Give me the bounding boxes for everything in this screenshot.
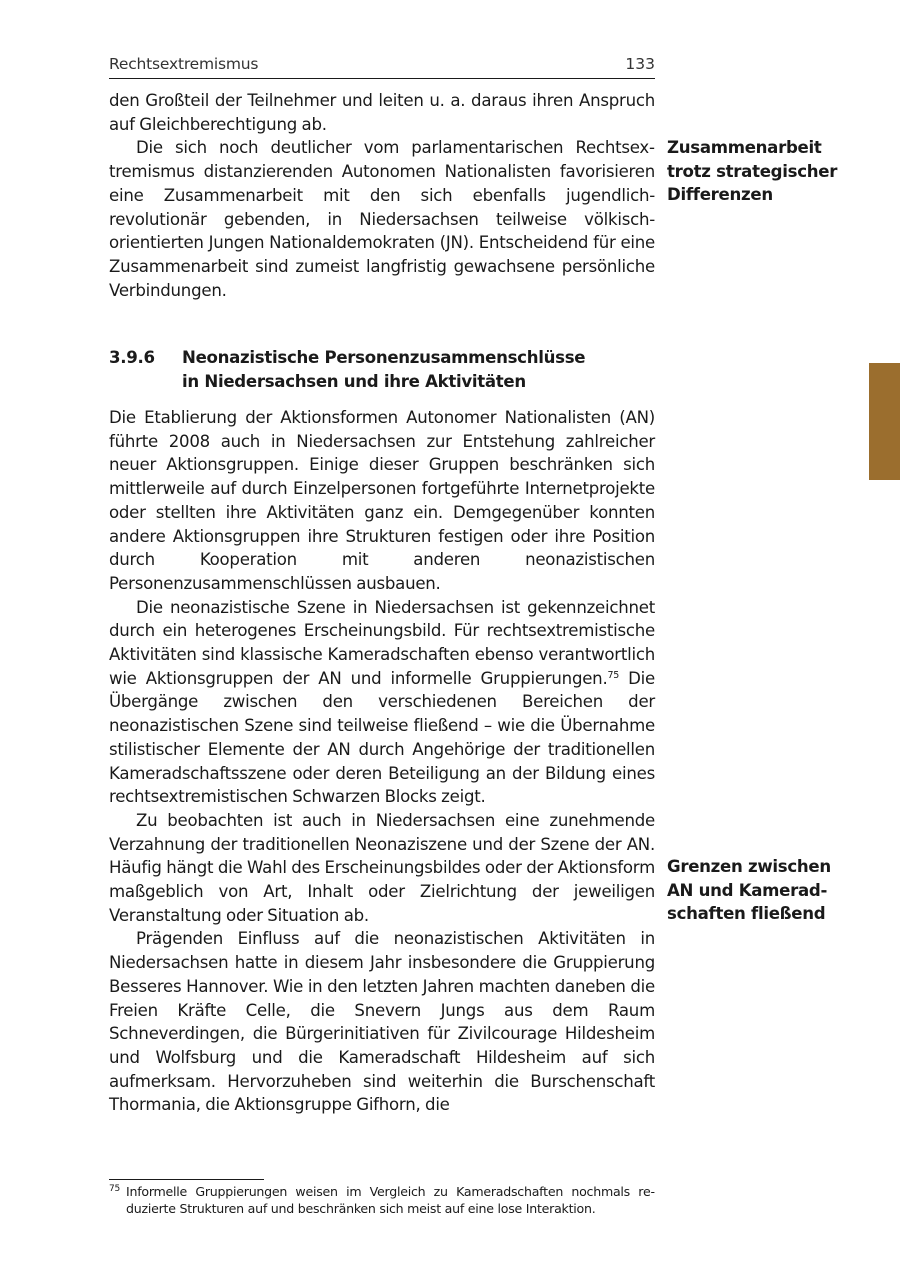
section-title-line: in Niedersachsen und ihre Aktivitäten xyxy=(182,372,526,391)
margin-note-line: AN und Kamerad- xyxy=(667,880,828,900)
section-title-line: Neonazistische Personenzusammenschlüsse xyxy=(182,348,586,367)
footnote-reference: 75 xyxy=(607,669,620,681)
section-paragraph-2 xyxy=(109,596,655,809)
margin-note-line: Differenzen xyxy=(667,185,773,205)
section-paragraph-3: Zu beobachten ist auch in Niedersachsen eine zunehmende Verzahnung der traditionellen Neonaziszene und der Szene der AN. Häufig hängt die Wahl des Erscheinungsbildes oder der Aktionsform maßgeblich von Art, Inhalt oder Zielrichtung der jeweiligen Veranstaltung oder Situation ab. xyxy=(109,810,655,925)
intro-paragraph-2: Die sich noch deutlicher vom parlamentarischen Rechtsextremismus distanzierenden Autonomen Nationalisten favorisieren eine Zusammenarbeit mit den sich ebenfalls jugendlich-revolutionär gebenden, in Niedersachsen teilweise völkisch-orientierten Jungen Nationaldemokraten (JN). Entscheidend für eine Zusammenarbeit sind zumeist langfristig gewachsene persönliche Verbindungen. xyxy=(109,138,655,300)
footnote xyxy=(109,1184,655,1217)
intro-text-block xyxy=(109,89,655,302)
section-paragraph-1: Die Etablierung der Aktionsformen Autonomer Nationalisten (AN) führte 2008 auch in Niedersachsen zur Entstehung zahlreicher neuer Aktionsgruppen. Einige dieser Gruppen beschränken sich mittlerweile auf durch Einzelpersonen fortgeführte Internetprojekte oder stellten ihre Aktivitäten ganz ein. Demgegenüber konnten andere Aktionsgruppen ihre Strukturen festigen oder ihre Position durch Kooperation mit anderen neonazistischen Personenzusammenschlüssen ausbauen. xyxy=(109,408,655,593)
margin-note-boundaries xyxy=(667,855,867,926)
margin-note-line: trotz strategischer xyxy=(667,161,838,181)
section-title xyxy=(182,346,652,394)
margin-note-cooperation xyxy=(667,136,867,207)
margin-note-line: schaften fließend xyxy=(667,904,826,924)
page-number: 133 xyxy=(625,55,655,73)
footnote-divider xyxy=(109,1179,264,1180)
margin-note-line: Zusammenarbeit xyxy=(667,138,822,157)
footnote-text: Informelle Gruppierungen weisen im Vergleich zu Kameradschaften nochmals reduzierte Strukturen auf und beschränken sich meist auf eine lose Interaktion. xyxy=(126,1184,655,1216)
intro-paragraph-1: den Großteil der Teilnehmer und leiten u. a. daraus ihren Anspruch auf Gleichberechtigung ab. xyxy=(109,91,655,134)
section-number: 3.9.6 xyxy=(109,348,155,367)
margin-note-line: Grenzen zwischen xyxy=(667,857,831,876)
chapter-tab xyxy=(869,363,900,480)
running-header xyxy=(109,52,655,79)
section-paragraph-4: Prägenden Einfluss auf die neonazistischen Aktivitäten in Niedersachsen hatte in diesem Jahr insbesondere die Gruppierung Besseres Hannover. Wie in den letzten Jahren machten daneben die Freien Kräfte Celle, die Snevern Jungs aus dem Raum Schneverdingen, die Bürgerinitiativen für Zivilcourage Hildesheim und Wolfsburg und die Kameradschaft Hildesheim auf sich aufmerksam. Hervorzuheben sind weiterhin die Burschenschaft Thormania, die Aktionsgruppe Gifhorn, die xyxy=(109,929,655,1115)
paragraph-text: Die neonazistische Szene in Niedersachsen ist gekennzeichnet durch ein heterogenes Erscheinungsbild. Für rechtsextremistische Aktivitäten sind klassische Kameradschaften ebenso verantwortlich wie Aktionsgruppen der AN und informelle Gruppierungen. xyxy=(109,597,655,688)
running-header-title: Rechtsextremismus xyxy=(109,55,259,73)
section-text-block xyxy=(109,406,655,1117)
paragraph-text: Die Übergänge zwischen den verschiedenen Bereichen der neonazistischen Szene sind teilweise fließend – wie die Übernahme stilistischer Elemente der AN durch Angehörige der traditionellen Kameradschaftsszene oder deren Beteiligung an der Bildung eines rechtsextremistischen Schwarzen Blocks zeigt. xyxy=(109,668,656,807)
footnote-number: 75 xyxy=(109,1184,120,1194)
